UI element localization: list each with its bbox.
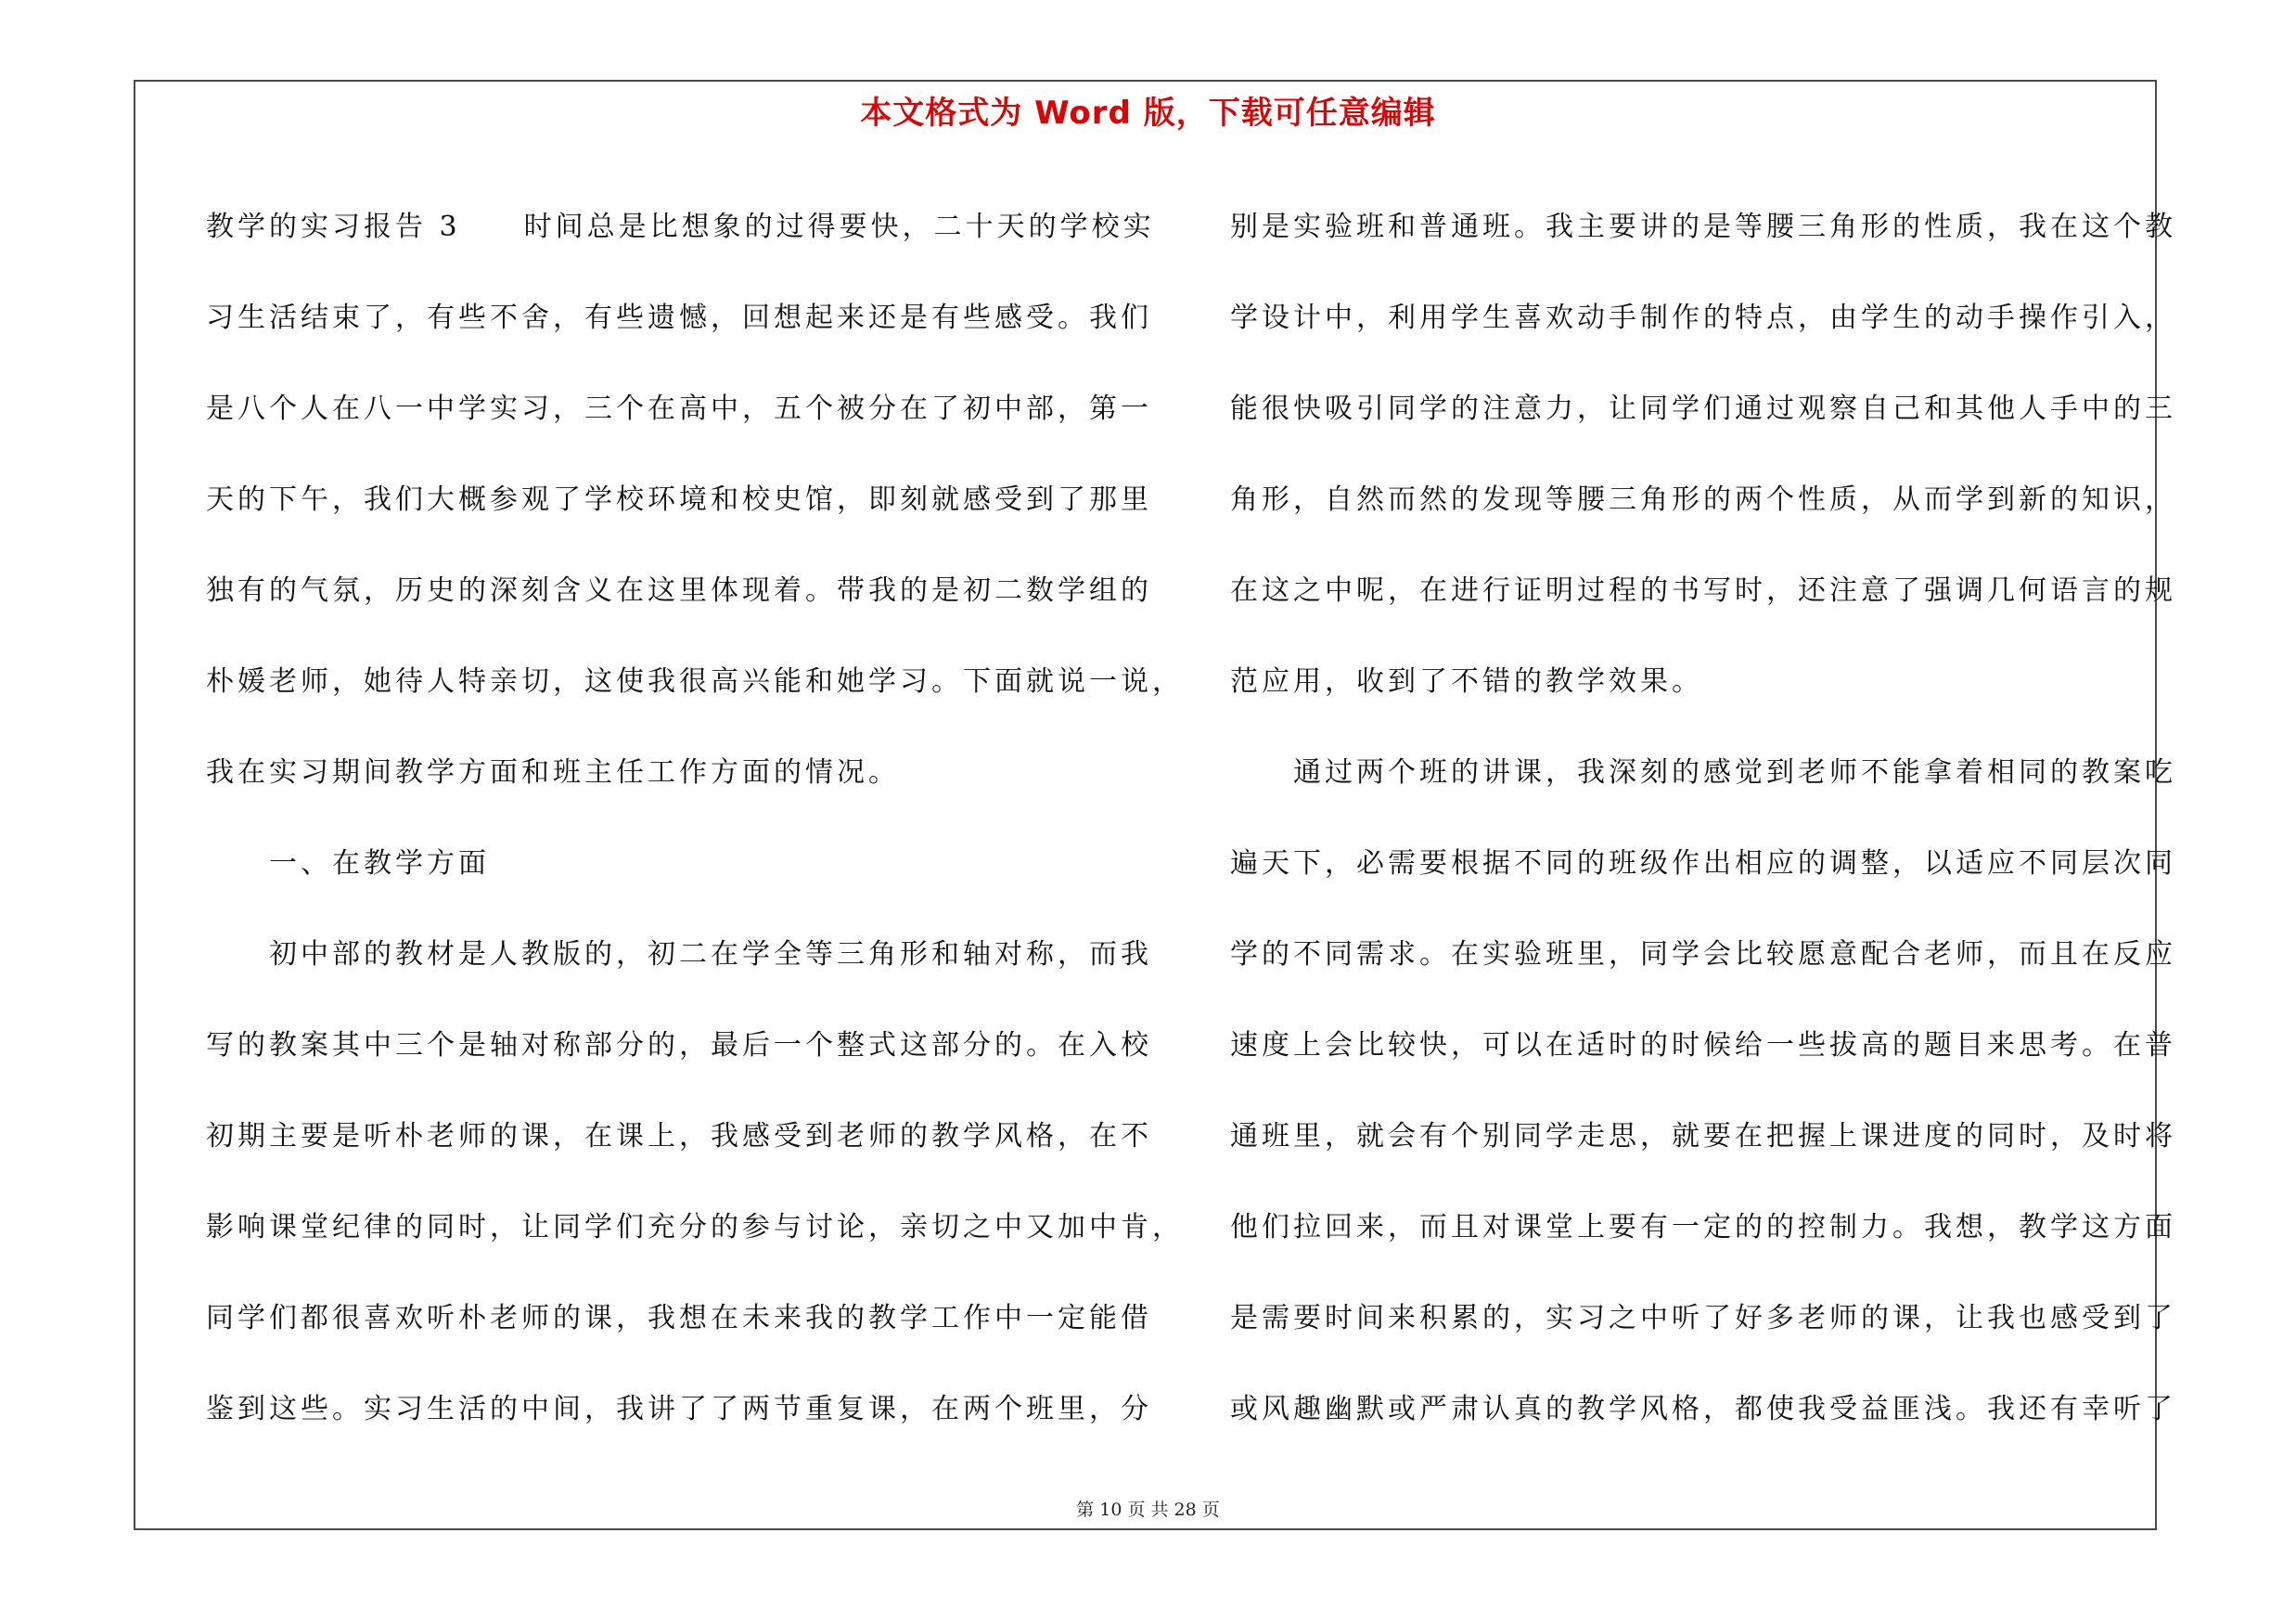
left-text-column <box>206 182 1184 1455</box>
text-line: 天的下午，我们大概参观了学校环境和校史馆，即刻就感受到了那里 <box>206 483 1152 516</box>
text-line: 初期主要是听朴老师的课，在课上，我感受到老师的教学风格，在不 <box>206 1120 1152 1153</box>
text-line: 别是实验班和普通班。我主要讲的是等腰三角形的性质，我在这个教 <box>1230 211 2176 243</box>
text-line: 教学的实习报告 3 时间总是比想象的过得要快，二十天的学校实 <box>206 211 1155 243</box>
text-line: 一、在教学方面 <box>269 847 490 880</box>
text-line: 影响课堂纪律的同时，让同学们充分的参与讨论，亲切之中又加中肯， <box>206 1211 1184 1243</box>
text-line: 在这之中呢，在进行证明过程的书写时，还注意了强调几何语言的规 <box>1230 574 2176 607</box>
text-line: 学设计中，利用学生喜欢动手制作的特点，由学生的动手操作引入， <box>1230 302 2176 334</box>
right-text-column <box>1230 182 2176 1455</box>
page-number-footer: 第 10 页 共 28 页 <box>1076 1500 1220 1520</box>
text-line: 通过两个班的讲课，我深刻的感觉到老师不能拿着相同的教案吃 <box>1293 756 2176 789</box>
text-line: 学的不同需求。在实验班里，同学会比较愿意配合老师，而且在反应 <box>1230 938 2176 971</box>
text-line: 是八个人在八一中学实习，三个在高中，五个被分在了初中部，第一 <box>206 393 1152 425</box>
text-line: 朴媛老师，她待人特亲切，这使我很高兴能和她学习。下面就说一说， <box>206 665 1184 698</box>
text-line: 角形，自然而然的发现等腰三角形的两个性质，从而学到新的知识， <box>1230 483 2176 516</box>
text-line: 范应用，收到了不错的教学效果。 <box>1230 665 1703 698</box>
text-line: 习生活结束了，有些不舍，有些遗憾，回想起来还是有些感受。我们 <box>206 302 1152 334</box>
text-line: 能很快吸引同学的注意力，让同学们通过观察自己和其他人手中的三 <box>1230 393 2176 425</box>
text-line: 是需要时间来积累的，实习之中听了好多老师的课，让我也感受到了 <box>1230 1302 2176 1334</box>
text-line: 通班里，就会有个别同学走思，就要在把握上课进度的同时，及时将 <box>1230 1120 2176 1153</box>
text-line: 或风趣幽默或严肃认真的教学风格，都使我受益匪浅。我还有幸听了 <box>1230 1393 2176 1425</box>
text-line: 他们拉回来，而且对课堂上要有一定的的控制力。我想，教学这方面 <box>1230 1211 2176 1243</box>
text-line: 写的教案其中三个是轴对称部分的，最后一个整式这部分的。在入校 <box>206 1029 1152 1062</box>
text-line: 遍天下，必需要根据不同的班级作出相应的调整，以适应不同层次同 <box>1230 847 2176 880</box>
text-line: 我在实习期间教学方面和班主任工作方面的情况。 <box>206 756 900 789</box>
text-line: 独有的气氛，历史的深刻含义在这里体现着。带我的是初二数学组的 <box>206 574 1152 607</box>
editable-notice-banner: 本文格式为 Word 版，下载可任意编辑 <box>860 95 1436 132</box>
text-line: 鉴到这些。实习生活的中间，我讲了了两节重复课，在两个班里，分 <box>206 1393 1152 1425</box>
text-line: 初中部的教材是人教版的，初二在学全等三角形和轴对称，而我 <box>269 938 1152 971</box>
text-line: 速度上会比较快，可以在适时的时候给一些拔高的题目来思考。在普 <box>1230 1029 2176 1062</box>
text-line: 同学们都很喜欢听朴老师的课，我想在未来我的教学工作中一定能借 <box>206 1302 1152 1334</box>
